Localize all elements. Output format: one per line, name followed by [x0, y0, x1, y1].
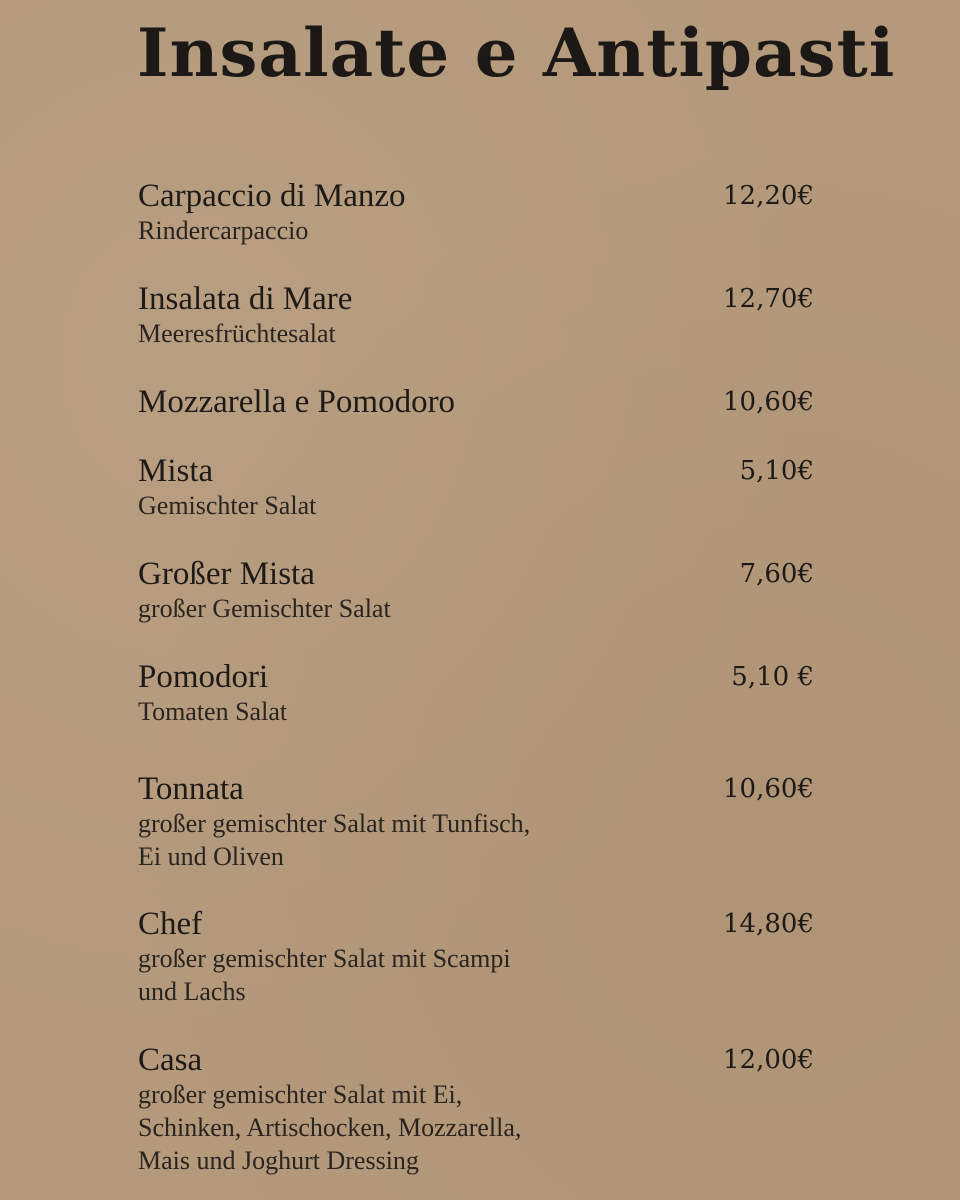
item-description: und Lachs — [138, 977, 246, 1006]
item-description: Meeresfrüchtesalat — [138, 319, 336, 348]
item-price: 12,00€ — [723, 1045, 814, 1075]
menu-item-insalata-di-mare — [138, 281, 814, 350]
menu-item-tonnata — [138, 771, 814, 873]
item-description: Rindercarpaccio — [138, 216, 309, 245]
item-price: 7,60€ — [739, 559, 814, 589]
item-name: Tonnata — [138, 771, 244, 807]
item-name: Mozzarella e Pomodoro — [138, 384, 456, 420]
item-description: Tomaten Salat — [138, 697, 288, 726]
menu-item-grosser-mista — [138, 556, 814, 625]
menu-item-mista — [138, 453, 814, 522]
item-price: 12,70€ — [723, 284, 814, 314]
item-name: Großer Mista — [138, 556, 315, 592]
item-name: Chef — [138, 906, 203, 942]
item-price: 10,60€ — [723, 387, 814, 417]
menu-item-mozzarella-e-pomodoro — [138, 384, 814, 420]
menu-item-chef — [138, 906, 814, 1008]
item-description: Ei und Oliven — [138, 842, 284, 871]
item-name: Pomodori — [138, 659, 269, 695]
item-price: 5,10 € — [731, 662, 814, 692]
menu-item-casa — [138, 1042, 814, 1177]
item-description: großer gemischter Salat mit Tunfisch, — [138, 809, 531, 838]
item-name: Carpaccio di Manzo — [138, 178, 406, 214]
item-name: Mista — [138, 453, 214, 489]
item-description: Gemischter Salat — [138, 491, 317, 520]
item-description: Mais und Joghurt Dressing — [138, 1146, 419, 1175]
item-description: großer gemischter Salat mit Scampi — [138, 944, 511, 973]
menu-item-carpaccio-di-manzo — [138, 178, 814, 247]
item-name: Insalata di Mare — [138, 281, 353, 317]
item-price: 10,60€ — [723, 774, 814, 804]
item-description: großer Gemischter Salat — [138, 594, 391, 623]
item-name: Casa — [138, 1042, 203, 1078]
item-price: 12,20€ — [723, 181, 814, 211]
item-description: Schinken, Artischocken, Mozzarella, — [138, 1113, 522, 1142]
item-price: 14,80€ — [723, 909, 814, 939]
menu-section-title: Insalate e Antipasti — [137, 14, 896, 92]
menu-item-pomodori — [138, 659, 814, 728]
item-price: 5,10€ — [739, 456, 814, 486]
item-description: großer gemischter Salat mit Ei, — [138, 1080, 463, 1109]
